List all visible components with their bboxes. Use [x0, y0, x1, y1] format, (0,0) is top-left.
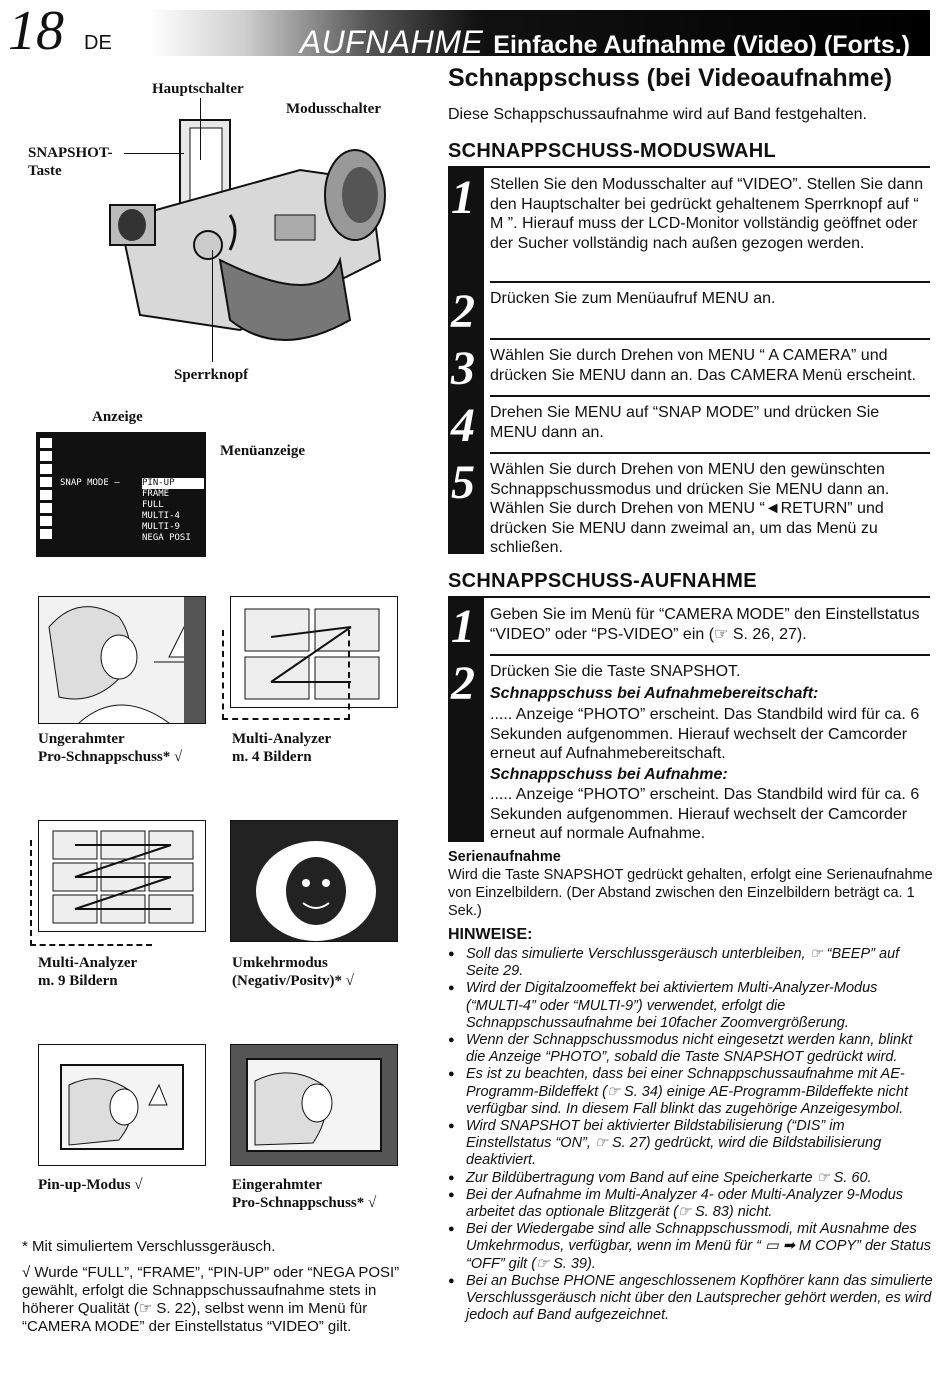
recording-heading: Schnappschuss bei Aufnahme: [490, 766, 728, 783]
section-title: AUFNAHME [299, 24, 484, 60]
menu-label-text: SNAP MODE [60, 478, 109, 488]
step-text: Drücken Sie die Taste SNAPSHOT. [490, 663, 741, 680]
menu-icon [40, 503, 52, 513]
multi4-dashed-guide [222, 630, 350, 720]
recording-text: ..... Anzeige “PHOTO” erscheint. Das Standbild wird für ca. 6 Sekunden aufgenommen. Hierauf wechselt der Camcorder erneut auf normale Aufnahme. [490, 786, 920, 842]
label-snapshot-1: SNAPSHOT- [28, 145, 113, 161]
caption-multi9-1: Multi-Analyzer [38, 955, 138, 971]
menu-option: MULTI-9 [142, 522, 180, 532]
caption-multi4-1: Multi-Analyzer [232, 731, 332, 747]
footnote-check: √ Wurde “FULL”, “FRAME”, “PIN-UP” oder “NEGA POSI” gewählt, erfolgt die Schnappschussaufnahme stets in höherer Qualität (☞ S. 22), selbst wenn im Menü für “CAMERA MODE” der Einstellstatus “VIDEO” gilt. [22, 1264, 400, 1335]
section-heading-aufnahme: SCHNAPPSCHUSS-AUFNAHME [448, 570, 757, 592]
illustration-pinup [38, 1044, 206, 1166]
label-sperrknopf: Sperrknopf [174, 367, 249, 383]
leader-line [124, 153, 184, 154]
caption-umkehr-2: (Negativ/Positv)* √ [232, 973, 354, 989]
note-item: ● Wenn der Schnappschussmodus nicht eingesetzt werden kann, blinkt die Anzeige “PHOTO”, sobald die Taste SNAPSHOT gedrückt wird. [448, 1032, 934, 1066]
menu-option: MULTI-4 [142, 511, 180, 521]
step-text: Geben Sie im Menü für “CAMERA MODE” den Einstellstatus “VIDEO” oder “PS-VIDEO” ein (☞ S. 26, 27). [490, 606, 920, 643]
step-number: 4 [451, 399, 475, 452]
menu-icon [40, 451, 52, 461]
menu-icon [40, 438, 52, 448]
header-bar [150, 10, 930, 60]
step-number: 3 [451, 342, 475, 395]
standby-text: ..... Anzeige “PHOTO” erscheint. Das Standbild wird für ca. 6 Sekunden aufgenommen. Hierauf wechselt der Camcorder erneut auf Aufnahmebereitschaft. [490, 706, 920, 762]
caption-umkehr-1: Umkehrmodus [232, 955, 328, 971]
caption-multi9-2: m. 9 Bildern [38, 973, 118, 989]
caption-eingerahmter-2: Pro-Schnappschuss* √ [232, 1195, 377, 1211]
illustration-ungerahmter [38, 596, 206, 724]
section-subtitle: Einfache Aufnahme (Video) (Forts.) [493, 31, 910, 59]
serial-text: Wird die Taste SNAPSHOT gedrückt gehalten, erfolgt eine Serienaufnahme von Einzelbildern. (Der Abstand zwischen den Einzelbildern beträgt ca. 1 Sek.) [448, 867, 933, 919]
footnote-star: * Mit simuliertem Verschlussgeräusch. [22, 1238, 276, 1255]
step-text: Drehen Sie MENU auf “SNAP MODE” und drücken Sie MENU dann an. [490, 404, 880, 441]
caption-pinup: Pin-up-Modus √ [38, 1177, 143, 1193]
label-menueanzeige: Menüanzeige [220, 443, 305, 459]
illustration-umkehr [230, 820, 398, 942]
standby-heading: Schnappschuss bei Aufnahmebereitschaft: [490, 685, 819, 702]
note-item: ● Wird der Digitalzoomeffekt bei aktiviertem Multi-Analyzer-Modus (“MULTI-4” oder “MULTI-9”) verwendet, erfolgt die Schnappschussaufnahme bei 10facher Zoomvergrößerung. [448, 980, 934, 1032]
section-rule [448, 166, 930, 168]
menu-option: PIN-UP [142, 478, 204, 489]
step-rule [490, 654, 930, 656]
caption-eingerahmter-1: Eingerahmter [232, 1177, 322, 1193]
note-item: ● Es ist zu beachten, dass bei einer Schnappschussaufnahme mit AE-Programm-Bildeffekt (☞ S. 34) einige AE-Programm-Bildeffekte nicht verfügbar sind. In diesem Fall blinkt das zugehörige Anzeigesymbol. [448, 1066, 934, 1118]
illustration-eingerahmter [230, 1044, 398, 1166]
caption-ungerahmter-2: Pro-Schnappschuss* √ [38, 749, 183, 765]
label-modusschalter: Modusschalter [286, 101, 381, 117]
step-number: 1 [451, 171, 475, 224]
multi9-dashed-guide [30, 840, 152, 946]
note-item: ● Bei an Buchse PHONE angeschlossenem Kopfhörer kann das simulierte Verschlussgeräusch nicht über den Lautsprecher gehört werden, es wird jedoch auf Band aufgezeichnet. [448, 1273, 934, 1325]
step-text: Stellen Sie den Modusschalter auf “VIDEO”. Stellen Sie dann den Hauptschalter bei gedrückt gehaltenem Sperrknopf auf “ M ”. Hierauf muss der LCD-Monitor vollständig geöffnet oder der Sucher vollständig nach außen gezogen werden. [490, 176, 924, 252]
label-hauptschalter: Hauptschalter [152, 81, 244, 97]
page-number: 18 [8, 0, 64, 62]
section-rule [448, 596, 930, 598]
language-code: DE [84, 32, 112, 54]
leader-line [212, 250, 213, 362]
step-number: 2 [451, 285, 475, 338]
note-item: ● Bei der Wiedergabe sind alle Schnappschussmodi, mit Ausnahme des Umkehrmodus, verfügbar, wenn im Menü für “ ▭ ➡ M COPY” der Status “OFF” gilt (☞ S. 39). [448, 1221, 934, 1273]
menu-label [60, 478, 120, 488]
step-rule [490, 338, 930, 340]
menu-display [36, 432, 206, 557]
note-item: ● Wird SNAPSHOT bei aktivierter Bildstabilisierung (“DIS” im Einstellstatus “ON”, ☞ S. 27) gedrückt, wird die Bildstabilisierung deaktiviert. [448, 1118, 934, 1170]
menu-option: FRAME [142, 489, 170, 499]
leader-line [200, 98, 201, 160]
menu-option: NEGA POSI [142, 533, 191, 543]
note-item: ● Bei der Aufnahme im Multi-Analyzer 4- oder Multi-Analyzer 9-Modus arbeitet das optionale Blitzgerät (☞ S. 83) nicht. [448, 1187, 934, 1221]
serial-heading: Serienaufnahme [448, 849, 561, 865]
menu-icon-column [40, 438, 54, 542]
menu-icon [40, 529, 52, 539]
label-anzeige: Anzeige [92, 409, 143, 425]
step-text: Wählen Sie durch Drehen von MENU “ A CAMERA” und drücken Sie MENU dann an. Das CAMERA Menü erscheint. [490, 347, 916, 384]
notes-heading: HINWEISE: [448, 926, 533, 943]
intro-text: Diese Schappschussaufnahme wird auf Band festgehalten. [448, 106, 867, 123]
menu-dash: – [114, 478, 120, 488]
section-heading-moduswahl: SCHNAPPSCHUSS-MODUSWAHL [448, 140, 777, 162]
caption-multi4-2: m. 4 Bildern [232, 749, 312, 765]
note-item: ● Zur Bildübertragung vom Band auf eine Speicherkarte ☞ S. 60. [448, 1170, 934, 1187]
menu-icon [40, 477, 52, 487]
step-rule [490, 281, 930, 283]
note-item: ● Soll das simulierte Verschlussgeräusch unterbleiben, ☞ “BEEP” auf Seite 29. [448, 946, 934, 980]
header-title [300, 24, 910, 61]
menu-icon [40, 464, 52, 474]
step-number: 1 [451, 600, 475, 653]
notes-list [448, 946, 934, 1324]
menu-icon [40, 490, 52, 500]
camcorder-illustration [100, 100, 400, 360]
step-number: 5 [451, 456, 475, 509]
step-text: Wählen Sie durch Drehen von MENU den gewünschten Schnappschussmodus und drücken Sie MENU dann an. Wählen Sie durch Drehen von MENU “◄RETURN” und drücken Sie MENU dann zweimal an, um das Menü zu schließen. [490, 461, 890, 556]
step-number: 2 [451, 657, 475, 710]
menu-option: FULL [142, 500, 164, 510]
menu-options [142, 478, 204, 544]
caption-ungerahmter-1: Ungerahmter [38, 731, 125, 747]
page-title: Schnappschuss (bei Videoaufnahme) [448, 64, 893, 92]
step-rule [490, 452, 930, 454]
step-rule [490, 395, 930, 397]
label-snapshot-2: Taste [28, 163, 62, 179]
menu-icon [40, 516, 52, 526]
step-text: Drücken Sie zum Menüaufruf MENU an. [490, 290, 776, 307]
